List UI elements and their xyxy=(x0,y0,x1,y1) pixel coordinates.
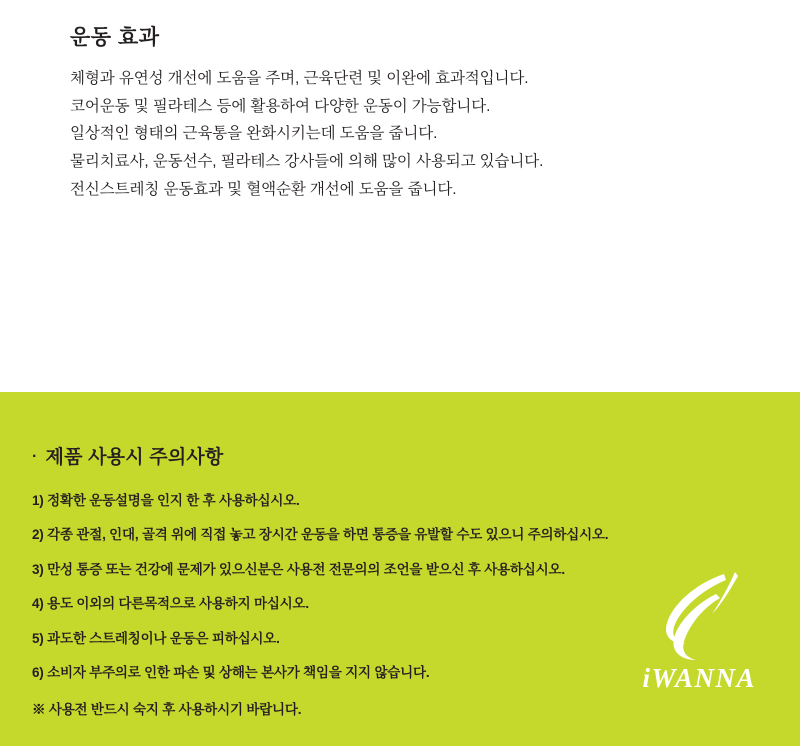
caution-title-label: 제품 사용시 주의사항 xyxy=(45,447,224,468)
brand-logo xyxy=(616,572,756,692)
logo-wordmark xyxy=(616,665,756,692)
caution-section xyxy=(0,392,800,746)
exercise-effect-content xyxy=(0,0,800,203)
caution-note: ※ 사용전 반드시 숙지 후 사용하시기 바랍니다. xyxy=(32,701,302,717)
iwanna-swoosh-icon xyxy=(616,572,756,664)
logo-wordmark-text: iWANNA xyxy=(642,663,756,693)
list-item: 일상적인 형태의 근육통을 완화시키는데 도움을 줍니다. xyxy=(70,125,438,143)
list-item: 6) 소비자 부주의로 인한 파손 및 상해는 본사가 책임을 지지 않습니다. xyxy=(32,665,430,681)
exercise-effect-list xyxy=(70,65,730,203)
caution-content xyxy=(0,392,800,746)
list-item: 4) 용도 이외의 다른목적으로 사용하지 마십시오. xyxy=(32,596,309,612)
list-item: 5) 과도한 스트레칭이나 운동은 피하십시오. xyxy=(32,630,280,646)
list-item: 3) 만성 통증 또는 건강에 문제가 있으신분은 사용전 전문의의 조언을 받으신 후 사용하십시오. xyxy=(32,561,565,577)
list-item: 1) 정확한 운동설명을 인지 한 후 사용하십시오. xyxy=(32,493,300,508)
list-item: 체형과 유연성 개선에 도움을 주며, 근육단련 및 이완에 효과적입니다. xyxy=(70,70,529,88)
exercise-effect-title: 운동 효과 xyxy=(70,26,160,49)
caution-title xyxy=(32,442,740,469)
bullet-icon: · xyxy=(32,448,38,465)
list-item: 물리치료사, 운동선수, 필라테스 강사들에 의해 많이 사용되고 있습니다. xyxy=(70,153,544,171)
list-item: 2) 각종 관절, 인대, 골격 위에 직접 놓고 장시간 운동을 하면 통증을 유발할 수도 있으니 주의하십시오. xyxy=(32,527,609,543)
list-item: 코어운동 및 필라테스 등에 활용하여 다양한 운동이 가능합니다. xyxy=(70,97,491,115)
list-item: 전신스트레칭 운동효과 및 혈액순환 개선에 도움을 줍니다. xyxy=(70,180,457,198)
